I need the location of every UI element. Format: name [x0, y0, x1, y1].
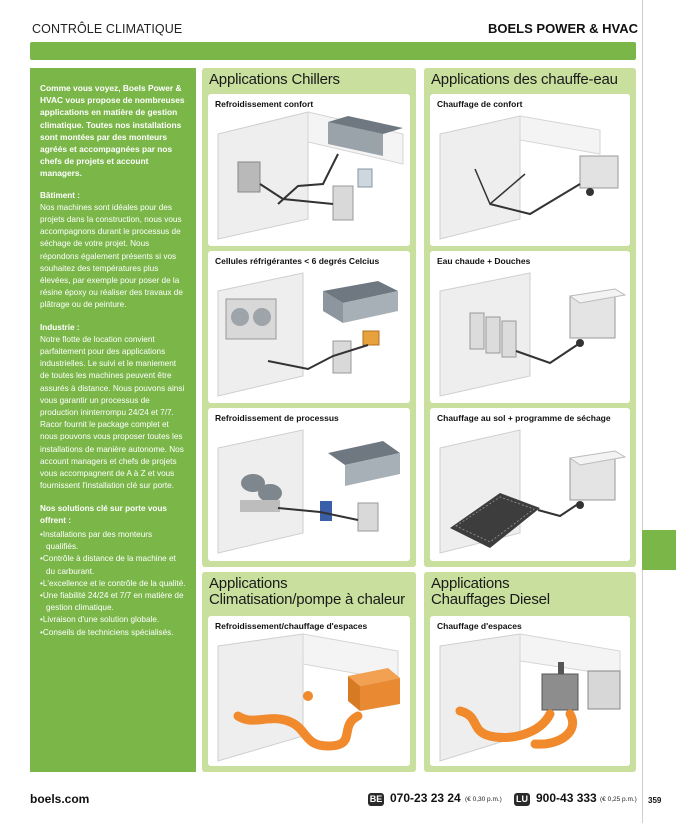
- chillers-cold-cells-label: Cellules réfrigérantes < 6 degrés Celcius: [215, 256, 380, 266]
- heating-comfort-box: [430, 94, 630, 246]
- floor-heating-illustration: [430, 408, 630, 561]
- industrie-text: Notre flotte de location convient parfaitement pour des applications industrielles. Le suivi et le maniement de toutes les machines peuvent être assurés à distance. Nous pouvons ainsi vous garantir un processus de production ininterrompu 24/24 et 7/7. Racor fournit le package complet et nous pouvons vous proposer toutes les installations de manière autonome. Nos account managers et chefs de projets vous accompagnent de A à Z et vous fournissent l'installation clé sur porte.: [40, 334, 185, 491]
- hot-water-box: [430, 251, 630, 403]
- industrie-section: [40, 322, 186, 493]
- chillers-comfort-box: [208, 94, 410, 246]
- intro-lead: Comme vous voyez, Boels Power & HVAC vous propose de nombreuses applications en matière de gestion climatique. Toutes nos installations sont montées par des monteurs agréés et accompagnées par nos chefs de projets et account managers.: [40, 83, 185, 179]
- section-title: CONTRÔLE CLIMATIQUE: [32, 22, 183, 36]
- list-item: • Livraison d'une solution globale.: [40, 614, 186, 626]
- list-item: • Contrôle à distance de la machine et du carburant.: [40, 553, 186, 577]
- heating-comfort-illustration: [430, 94, 630, 246]
- be-badge: BE: [369, 794, 383, 804]
- chillers-process-label: Refroidissement de processus: [215, 413, 339, 423]
- clim-space-illustration: [208, 616, 410, 766]
- solutions-heading-wrap: [40, 503, 186, 527]
- solutions-list: [40, 529, 186, 639]
- list-item: • Une fiabilité 24/24 et 7/7 en matière de gestion climatique.: [40, 590, 186, 614]
- lu-badge: LU: [516, 794, 528, 804]
- section-tab: [642, 530, 676, 570]
- batiment-heading: Bâtiment :: [40, 190, 81, 200]
- lu-phone: 900-43 333: [536, 791, 597, 805]
- floor-heating-box: [430, 408, 630, 561]
- panel-diesel: [424, 572, 636, 772]
- batiment-text: Nos machines sont idéales pour des projets dans la construction, nous vous accompagnons durant le processus de séchage de votre projet. Nous répondons également présents si vos souhaitez des températures plus élevées, par exemple pour poser de la résine époxy ou réaliser des travaux de plâtrage ou de peinture.: [40, 202, 183, 310]
- be-phone: 070-23 23 24: [390, 791, 461, 805]
- chillers-comfort-label: Refroidissement confort: [215, 99, 314, 109]
- panel-clim: [202, 572, 416, 772]
- lu-rate: (€ 0,25 p.m.): [600, 796, 637, 803]
- diesel-space-box: [430, 616, 630, 766]
- panel-clim-title: [209, 576, 405, 608]
- page-number: 359: [648, 796, 662, 805]
- brand-title: BOELS POWER & HVAC: [488, 21, 638, 36]
- panel-diesel-title-line2: Chauffages Diesel: [431, 591, 550, 608]
- heating-comfort-label: Chauffage de confort: [437, 99, 523, 109]
- hot-water-label: Eau chaude + Douches: [437, 256, 531, 266]
- chillers-comfort-illustration: [208, 94, 410, 246]
- be-rate: (€ 0,30 p.m.): [465, 796, 502, 803]
- header-bar: [30, 42, 636, 60]
- panel-chauffe-eau-title: Applications des chauffe-eau: [431, 71, 618, 88]
- solutions-heading: Nos solutions clé sur porte vous offrent :: [40, 503, 167, 525]
- page-edge-line: [642, 0, 643, 823]
- panel-chillers-title: Applications Chillers: [209, 71, 340, 88]
- chillers-process-box: [208, 408, 410, 561]
- panel-clim-title-line2: Climatisation/pompe à chaleur: [209, 591, 405, 608]
- panel-clim-title-line1: Applications: [209, 575, 288, 592]
- diesel-space-label: Chauffage d'espaces: [437, 621, 522, 631]
- list-item: • Conseils de techniciens spécialisés.: [40, 627, 186, 639]
- chillers-cold-cells-box: [208, 251, 410, 403]
- panel-diesel-title-line1: Applications: [431, 575, 510, 592]
- chillers-process-illustration: [208, 408, 410, 561]
- clim-space-box: [208, 616, 410, 766]
- panel-chillers: [202, 68, 416, 567]
- diesel-space-illustration: [430, 616, 630, 766]
- clim-space-label: Refroidissement/chauffage d'espaces: [215, 621, 368, 631]
- batiment-section: [40, 190, 186, 312]
- panel-chauffe-eau: [424, 68, 636, 567]
- chillers-cold-cells-illustration: [208, 251, 410, 403]
- list-item: • L'excellence et le contrôle de la qualité.: [40, 578, 186, 590]
- footer-website[interactable]: boels.com: [30, 792, 90, 806]
- panel-diesel-title: [431, 576, 550, 608]
- hot-water-illustration: [430, 251, 630, 403]
- industrie-heading: Industrie :: [40, 322, 80, 332]
- list-item: • Installations par des monteurs qualifiés.: [40, 529, 186, 553]
- intro-text-panel: [30, 68, 196, 772]
- floor-heating-label: Chauffage au sol + programme de séchage: [437, 413, 611, 423]
